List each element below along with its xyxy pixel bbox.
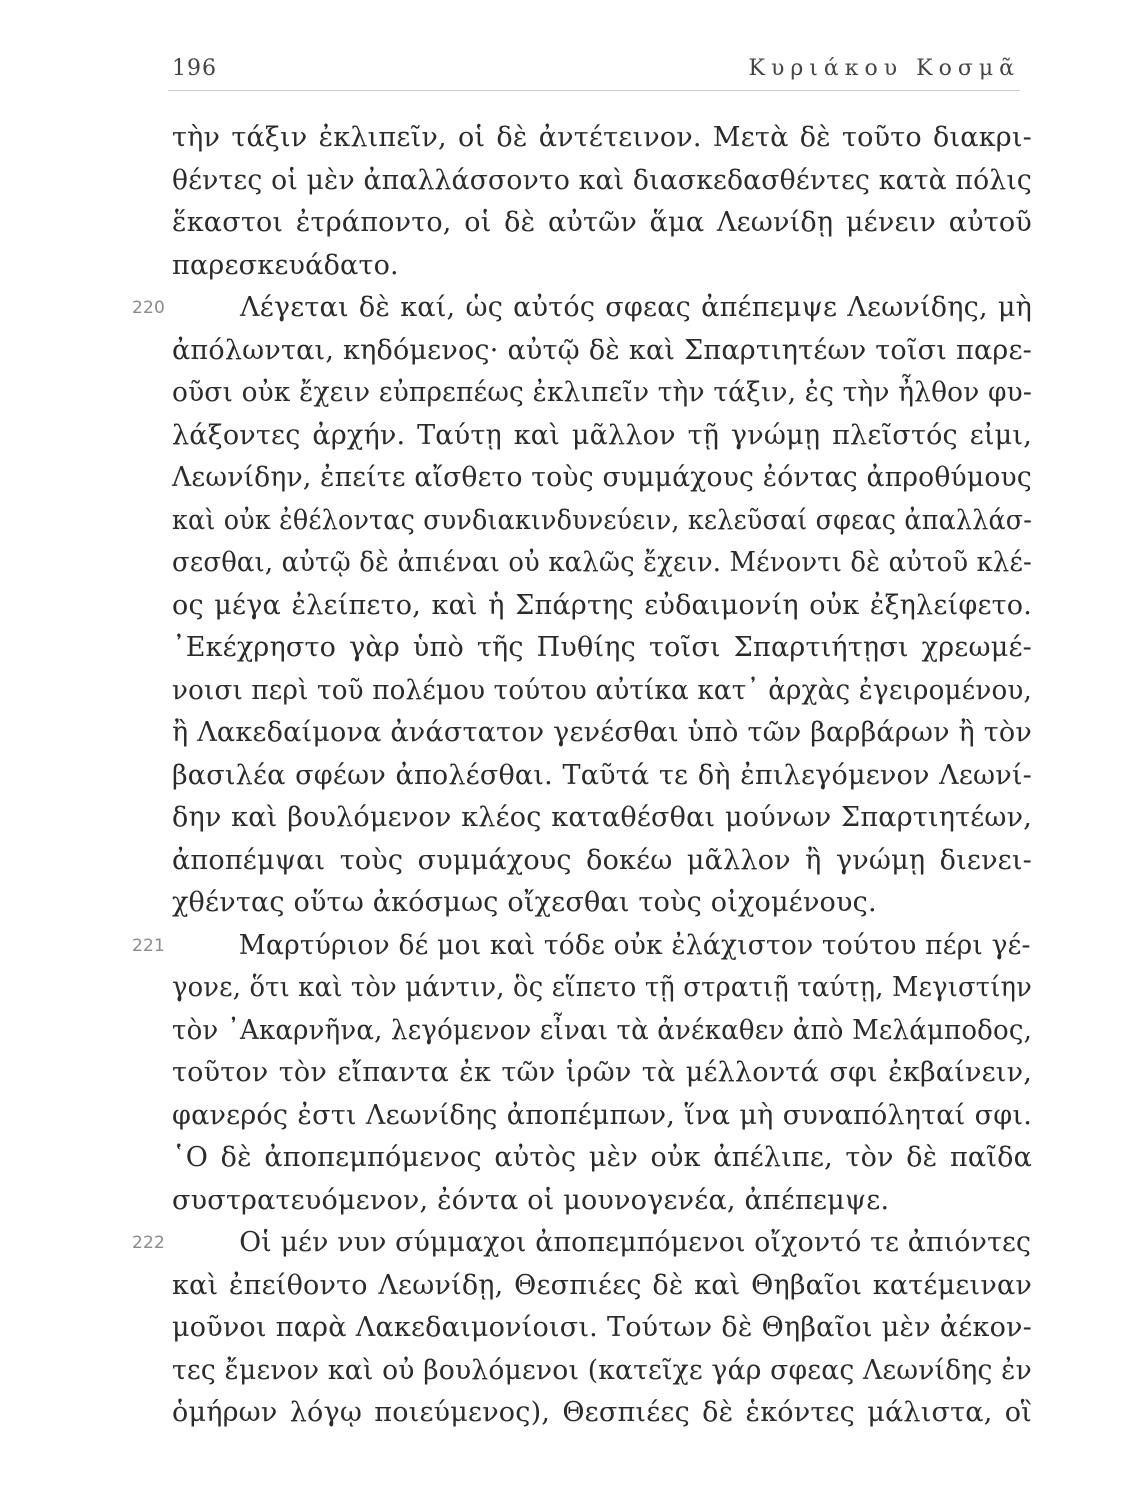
text-line — [172, 882, 1032, 925]
text-line — [172, 1265, 1032, 1308]
line-text: χθέντας οὕτω ἀκόσμως οἴχεσθαι τοὺς οἰχομένους. — [172, 887, 877, 918]
line-text: Οἱ μέν νυν σύμμαχοι ἀποπεμπόμενοι οἴχοντό τε ἀπιόντες — [239, 1227, 1032, 1258]
line-text: οῦσι οὐκ ἔχειν εὐπρεπέως ἐκλιπεῖν τὴν τάξιν, ἐς τὴν ἦλθον φυ- — [172, 377, 1033, 408]
line-text: τοῦτον τὸν εἴπαντα ἐκ τῶν ἱρῶν τὰ μέλλοντά σφι ἐκβαίνειν, — [172, 1057, 1032, 1088]
text-line — [172, 1180, 1032, 1223]
line-text: θέντες οἱ μὲν ἀπαλλάσσοντο καὶ διασκεδασθέντες κατὰ πόλις — [172, 164, 1033, 196]
text-line — [172, 755, 1032, 798]
line-text: δην καὶ βουλόμενον κλέος καταθέσθαι μούνων Σπαρτιητέων, — [172, 802, 1033, 833]
line-text: τὸν ᾿Ακαρνῆνα, λεγόμενον εἶναι τὰ ἀνέκαθεν ἀπὸ Μελάμποδος, — [172, 1014, 1033, 1046]
line-text: καὶ οὐκ ἐθέλοντας συνδιακινδυνεύειν, κελεῦσαί σφεας ἀπαλλάσ- — [172, 504, 1033, 536]
text-line — [172, 542, 1032, 585]
line-text: τὴν τάξιν ἐκλιπεῖν, οἱ δὲ ἀντέτεινον. Μετὰ δὲ τοῦτο διακρι- — [172, 122, 1032, 153]
line-text: ἀποπέμψαι τοὺς συμμάχους δοκέω μᾶλλον ἢ γνώμῃ διενει- — [172, 844, 1032, 876]
text-line — [172, 1392, 1032, 1435]
text-line — [172, 457, 1032, 500]
text-line — [172, 1095, 1032, 1138]
line-text: λάξοντες ἀρχήν. Ταύτῃ καὶ μᾶλλον τῇ γνώμῃ πλεῖστός εἰμι, — [172, 419, 1032, 451]
line-text: ἢ Λακεδαίμονα ἀνάστατον γενέσθαι ὑπὸ τῶν βαρβάρων ἢ τὸν — [172, 717, 1032, 748]
line-text: συστρατευόμενον, ἐόντα οἱ μουνογενέα, ἀπέπεμψε. — [172, 1184, 890, 1216]
line-text: ἕκαστοι ἐτράποντο, οἱ δὲ αὐτῶν ἅμα Λεωνίδῃ μένειν αὐτοῦ — [172, 207, 1032, 238]
text-line — [172, 160, 1032, 203]
line-text: ῾Ο δὲ ἀποπεμπόμενος αὐτὸς μὲν οὐκ ἀπέλιπε, τὸν δὲ παῖδα — [172, 1142, 1032, 1173]
page-header — [168, 50, 1020, 91]
line-text: ᾿Εκέχρηστο γὰρ ὑπὸ τῆς Πυθίης τοῖσι Σπαρτιήτῃσι χρεωμέ- — [172, 632, 1032, 663]
page-number: 196 — [172, 56, 217, 81]
text-line — [132, 287, 1033, 330]
line-text: ὁμήρων λόγῳ ποιεύμενος), Θεσπιέες δὲ ἑκόντες μάλιστα, οἳ — [172, 1397, 1032, 1428]
line-text: βασιλέα σφέων ἀπολέσθαι. Ταῦτά τε δὴ ἐπιλεγόμενον Λεωνί- — [172, 759, 1032, 791]
text-line — [172, 1350, 1032, 1393]
text-line — [172, 967, 1032, 1010]
running-head: Κυριάκου Κοσμᾶ — [748, 56, 1020, 81]
line-text: ἀπόλωνται, κηδόμενος· αὐτῷ δὲ καὶ Σπαρτιητέων τοῖσι παρε- — [172, 334, 1032, 366]
line-text: τες ἔμενον καὶ οὐ βουλόμενοι (κατεῖχε γάρ σφεας Λεωνίδης ἐν — [172, 1354, 1032, 1386]
section-number: 220 — [132, 298, 166, 318]
text-line — [172, 1137, 1032, 1180]
line-text: Λέγεται δὲ καί, ὡς αὐτός σφεας ἀπέπεμψε Λεωνίδης, μὴ — [240, 292, 1033, 323]
line-text: φανερός ἐστι Λεωνίδης ἀποπέμπων, ἵνα μὴ συναπόληταί σφι. — [172, 1099, 1032, 1131]
text-line — [172, 797, 1032, 840]
body-text — [132, 117, 1033, 1435]
text-line — [172, 500, 1032, 543]
text-line — [172, 627, 1032, 670]
section-number: 222 — [132, 1233, 166, 1253]
line-text: παρεσκευάδατο. — [172, 249, 399, 281]
text-line — [172, 245, 1032, 288]
line-text: Λεωνίδην, ἐπείτε αἴσθετο τοὺς συμμάχους ἐόντας ἀπροθύμους — [172, 462, 1032, 493]
line-text: γονε, ὅτι καὶ τὸν μάντιν, ὃς εἵπετο τῇ στρατιῇ ταύτῃ, Μεγιστίην — [172, 972, 1033, 1003]
text-line — [132, 1222, 1032, 1265]
text-line — [172, 415, 1032, 458]
text-line — [172, 1307, 1032, 1350]
line-text: σεσθαι, αὐτῷ δὲ ἀπιέναι οὐ καλῶς ἔχειν. Μένοντι δὲ αὐτοῦ κλέ- — [172, 547, 1032, 578]
text-line — [132, 925, 1032, 968]
text-line — [172, 712, 1032, 755]
text-line — [172, 1010, 1032, 1053]
text-line — [172, 202, 1032, 245]
line-text: καὶ ἐπείθοντο Λεωνίδῃ, Θεσπιέες δὲ καὶ Θηβαῖοι κατέμειναν — [172, 1269, 1032, 1301]
text-line — [172, 670, 1032, 713]
line-text: νοισι περὶ τοῦ πολέμου τούτου αὐτίκα κατ᾿ ἀρχὰς ἐγειρομένου, — [172, 674, 1033, 706]
text-line — [172, 330, 1032, 373]
line-text: Μαρτύριον δέ μοι καὶ τόδε οὐκ ἐλάχιστον τούτου πέρι γέ- — [238, 929, 1031, 961]
line-text: ος μέγα ἐλείπετο, καὶ ἡ Σπάρτης εὐδαιμονίη οὐκ ἐξηλείφετο. — [172, 589, 1033, 621]
text-line — [172, 1052, 1032, 1095]
text-line — [172, 117, 1032, 160]
text-line — [172, 372, 1032, 415]
text-line — [172, 840, 1032, 883]
text-line — [172, 585, 1032, 628]
line-text: μοῦνοι παρὰ Λακεδαιμονίοισι. Τούτων δὲ Θηβαῖοι μὲν ἀέκον- — [172, 1312, 1032, 1343]
section-number: 221 — [132, 935, 166, 956]
